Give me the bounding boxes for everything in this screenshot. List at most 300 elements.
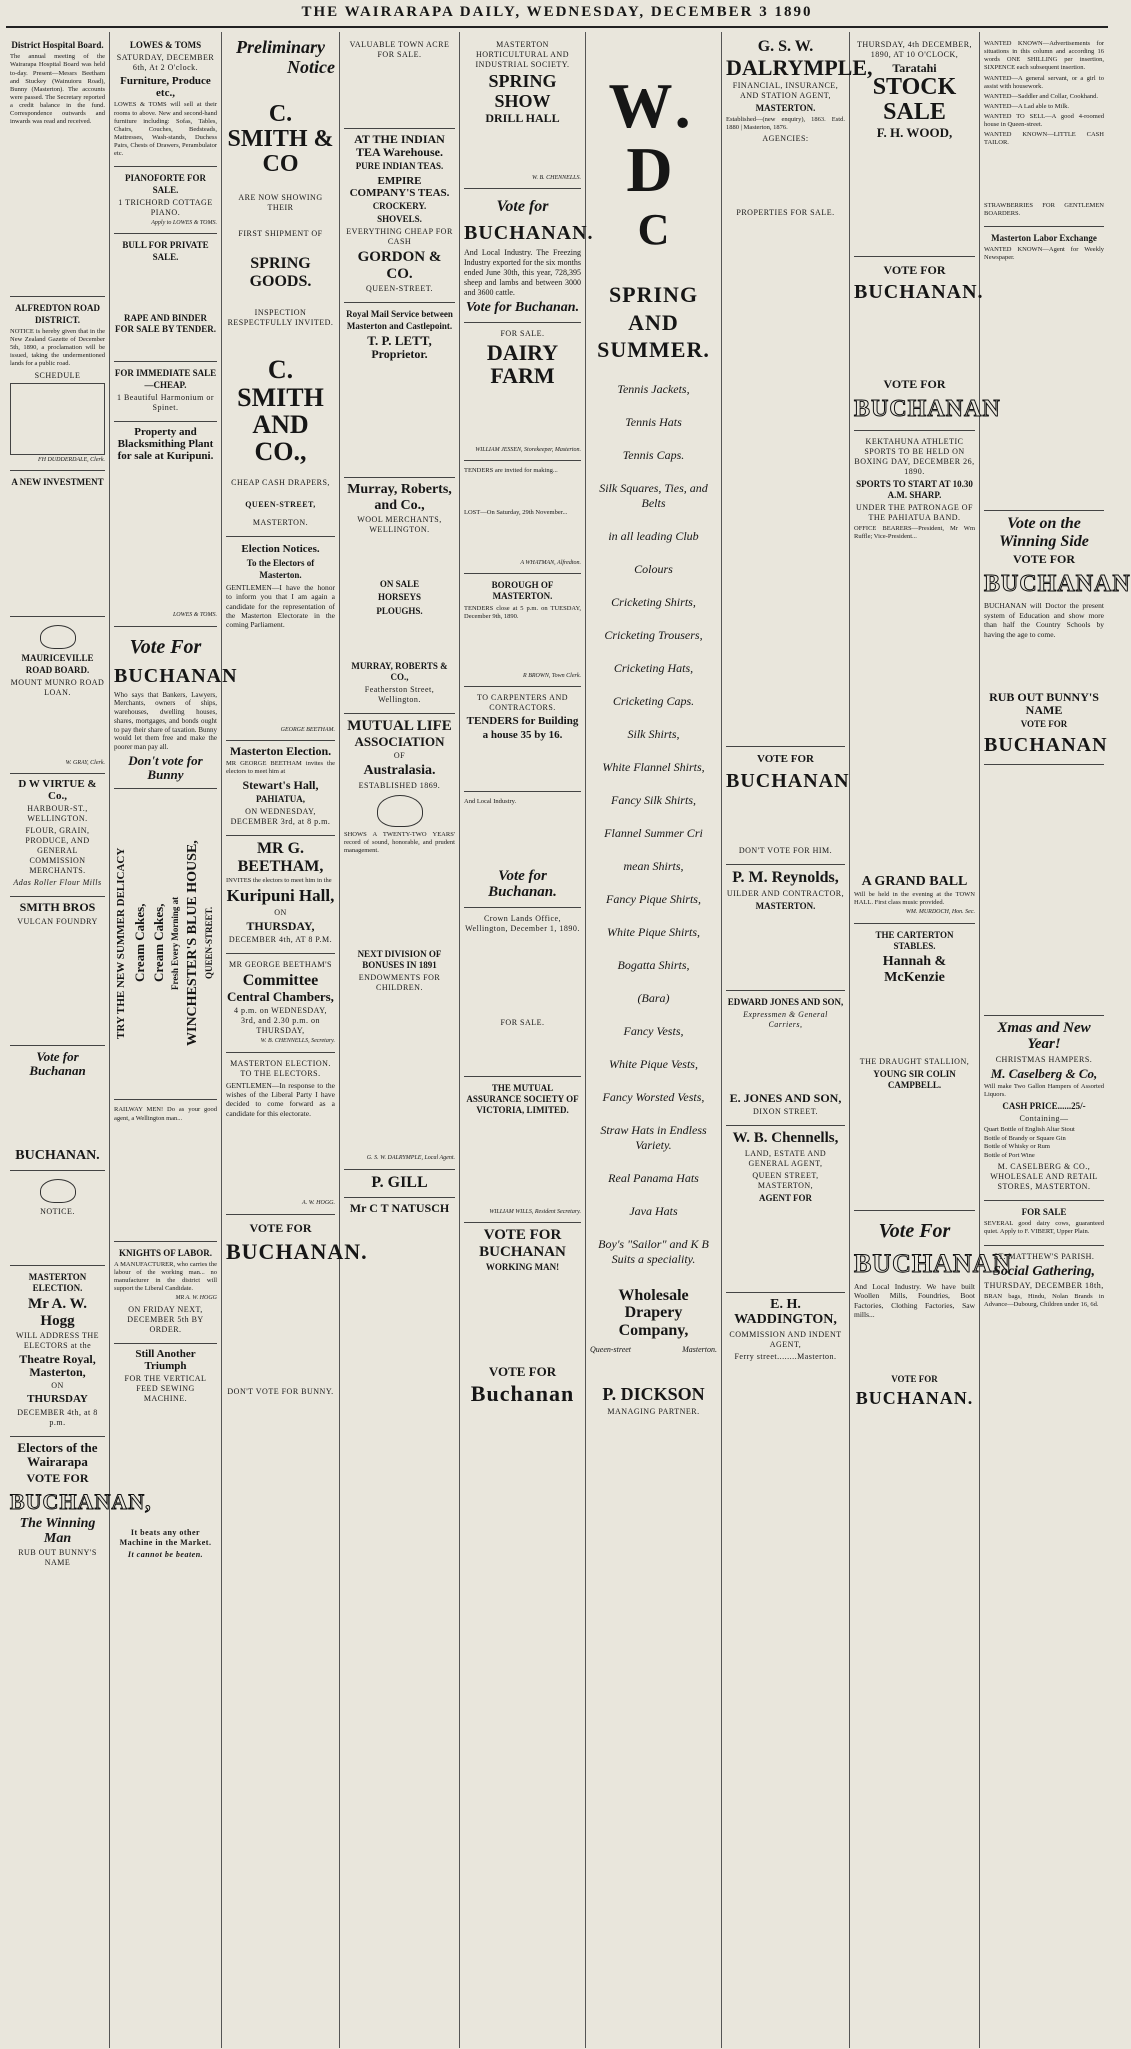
cash-drapers: CHEAP CASH DRAPERS, [231,477,330,487]
local-industry: And Local Industry. We have built Woollen Mills, Foundries, Boot Factories, Clothing Factories, Saw mills... [854,1282,975,1320]
kuripuni-thursday: THURSDAY, [246,919,315,934]
ploughs: PLOUGHS. [376,605,423,616]
queen-street: QUEEN-STREET, [245,499,316,509]
indian-tea-heading: AT THE INDIAN TEA Warehouse. [354,132,445,160]
chennells-name: W. B. Chennells, [732,1130,839,1147]
investment-text-block [10,490,105,610]
working-man: WORKING MAN! [485,1262,560,1273]
beetham-kuripuni-ad [226,836,335,954]
mauriceville-notice-2-heading: NOTICE. [40,1206,75,1216]
draught-stallion: THE DRAUGHT STALLION, [859,1057,970,1067]
showing-line: ARE NOW SHOWING THEIR [238,193,323,213]
vote-winning-side: Vote on the Winning Side [999,515,1089,550]
smith-preliminary-ad [226,34,335,537]
wanted-2: WANTED—A general servant, or a girl to assist with housework. [984,74,1104,90]
sewing-text-block [114,1406,217,1526]
little-cash-tailor: WANTED KNOWN—LITTLE CASH TAILOR. [984,131,1104,147]
patronage: UNDER THE PATRONAGE OF THE PAHIATUA BAND. [855,503,973,523]
cash-price: CASH PRICE......25/- [1002,1101,1086,1112]
knights-body: A MANUFACTURER, who carries the labour of the working man... no manufacturer in the district will support the Liberal Candidate. [114,1260,217,1293]
dudderdale-sign: FH DUDDERDALE, Clerk. [38,456,105,463]
sports-ad [854,431,975,924]
wills-sign: WILLIAM WILLS, Resident Secretary. [489,1208,581,1215]
railway-body: RAILWAY MEN! Do as your good agent, a Wellington man... [114,1106,217,1122]
rub-out-name: NAME [1025,703,1063,718]
vote-for-label: VOTE FOR [757,753,814,766]
buchanan-name: BUCHANAN. [226,1238,368,1264]
masterton: MASTERTON. [252,517,309,527]
hogg-name: Mr A. W. Hogg [28,1296,87,1329]
properties: PROPERTIES FOR SALE. [736,208,835,218]
town-acre-ad [344,34,455,129]
building-text-block [464,745,581,785]
endowments-text-block [344,995,455,1155]
pianoforte-item: 1 TRICHORD COTTAGE PIANO. [118,197,213,217]
social-date: THURSDAY, DECEMBER 18th, [984,1281,1104,1290]
cream-cakes-1: Cream Cakes, [131,904,147,983]
buchanan-outline: BUCHANAN [854,1248,1013,1278]
barristers-text: Who says that Bankers, Lawyers, Merchants, owners of ships, warehouses, dwelling houses, shares, mortgages, and bonds ought to pay their share of taxation. Bunny would let them free and make the poorer man pay all. [114,690,217,752]
kuripuni-date: DECEMBER 4th, AT 8 P.M. [228,935,333,945]
dickson-name: P. DICKSON [602,1384,705,1405]
st-matthews: ST. MATTHEW'S PARISH. [993,1251,1095,1261]
wd-product-line: Boy's "Sailor" and K B Suits a speciality. [598,1236,709,1266]
vote-for-label-2: VOTE FOR [1020,719,1068,730]
hogg-letter-heading: MASTERTON ELECTION. TO THE ELECTORS. [230,1058,331,1078]
cream-cakes-2: Cream Cakes, [150,904,166,983]
dalrymple-established: Established—(new enquiry), 1863. Estd. 1880 | Masterton, 1876. [726,115,845,132]
buchanan-name: BUCHANAN [114,664,238,687]
vote-buchanan-8-text-block [854,305,975,375]
winchester-name: WINCHESTER'S BLUE HOUSE, [185,840,201,1047]
reynolds-text-block [726,914,845,984]
sports-program-text-block [854,544,975,874]
mauriceville-notice [10,617,105,774]
bull-text-block [114,265,217,311]
central-chambers: Central Chambers, [227,988,334,1004]
wd-product-line: White Pique Shirts, [607,924,700,939]
committee: Committee [242,972,319,990]
wd-product-line: Fancy Pique Shirts, [606,891,701,906]
drill-hall: DRILL HALL [485,110,560,125]
kuripuni-hall: Kuripuni Hall, [226,886,335,906]
wd-product-line: Tennis Jackets, [617,381,690,396]
buchanan-outline: BUCHANAN [984,571,1131,598]
xmas-heading: Xmas and New Year! [997,1019,1091,1053]
winning-man: The Winning Man [19,1515,96,1547]
dixon-street: DIXON STREET. [752,1107,818,1117]
rape-heading: RAPE AND BINDER FOR SALE BY TENDER. [114,312,217,335]
labor-exchange-text-block [984,264,1104,504]
several-cows: SEVERAL good dairy cows, guaranteed quiet. Apply to F. VIBERT, Upper Plain. [984,1220,1104,1236]
fresh-every-morning: Fresh Every Morning at [169,896,180,990]
beetham-invites: INVITES the electors to meet him in the [226,877,332,885]
vote-for-buchanan-3: VOTE FOR BUCHANAN [479,1227,566,1260]
chennells-street: QUEEN STREET, MASTERTON, [752,1170,819,1190]
buchanan-name: BUCHANAN. [464,222,594,245]
wd-product-line: Straw Hats in Endless Variety. [600,1122,707,1152]
mutual-life-text-block [344,857,455,947]
established: ESTABLISHED 1869. [358,780,441,790]
knights-sign: MR A. W. HOGG [175,1295,217,1302]
coat-of-arms-icon [377,795,423,827]
first-shipment: FIRST SHIPMENT OF [238,229,323,239]
immediate-sale-ad [114,362,217,422]
masthead [6,4,1108,28]
local-industry-text-block [464,808,581,868]
vote-for-heading: Vote For [129,635,202,658]
local-industry: And Local Industry. The Freezing Industry exported for the six months ended June 30th, this year, 728,395 sheep and lambs and between 3000 and 3600 cattle. [464,248,581,298]
winchester-street: QUEEN-STREET. [204,907,215,980]
wanted-known-2-text-block [984,769,1104,1009]
hogg-meeting-ad [10,1266,105,1437]
borough-tenders: TENDERS close at 5 p.m. on TUESDAY, December 9th, 1890. [464,604,581,620]
mauriceville-2-text-block [10,1219,105,1259]
wd-product-line: Bogatta Shirts, [617,957,690,972]
crown-lands: Crown Lands Office, Wellington, December 1, 1890. [465,913,580,933]
buchanan-name: BUCHANAN. [15,1148,100,1164]
stock-sale-text-block [854,140,975,250]
vote-for-heading: Vote For [878,1219,951,1242]
building-heading: TENDERS for Building a house 35 by 16. [466,715,579,742]
wd-product-list [590,382,717,1267]
sewing-ad [114,1344,217,1568]
education-text-block [984,641,1104,691]
wd-product-line: Tennis Caps. [622,447,685,462]
column-5 [460,32,594,2048]
wd-product-line: Cricketing Caps. [612,693,695,708]
dalrymple-ad [726,34,873,747]
wd-c: C [637,205,670,254]
royal-mail-heading: Royal Mail Service between Masterton and Castlepoint. [346,309,453,331]
gsw: G. S. W. [757,38,814,55]
grand-ball: A GRAND BALL [861,873,968,889]
rub-out-bunny: RUB OUT BUNNY'S [989,689,1099,704]
tenders-body: TENDERS are invited for making... [464,467,558,475]
shovels: SHOVELS. [377,214,422,225]
lett-name: T. P. LETT, [367,332,432,348]
alfredton-body: NOTICE is hereby given that in the New Zealand Gazette of December 5th, 1890, a proclamation will be issued, taking the undermentioned lands for a public road. [10,327,105,368]
mount-munro-heading: MOUNT MUNRO ROAD LOAN. [10,677,105,697]
dont-vote-bunny: Don't vote for Bunny [128,752,203,783]
mauriceville-text-block [10,700,105,760]
hogg-thursday: THURSDAY [27,1393,88,1406]
schedule-heading: SCHEDULE [34,370,81,380]
virtue-street: HARBOUR-ST., WELLINGTON. [27,804,88,824]
masterton-election-heading: MASTERTON ELECTION. [28,1271,87,1293]
crown-lands-ad [464,908,581,1077]
railway-ad [114,1100,217,1241]
brown-sign: R BROWN, Town Clerk. [523,672,581,679]
hannah-mckenzie: Hannah & McKenzie [882,954,947,985]
young-sir-colin: YOUNG SIR COLIN CAMPBELL. [873,1069,956,1091]
election-notices [226,537,335,742]
horseys: HORSEYS [377,592,421,603]
gill-ad [344,1170,455,1199]
vote-buchanan-ad-3 [226,1215,368,1406]
rub-out-bunny: RUB OUT BUNNY'S NAME [18,1548,97,1568]
jones-ad [726,991,845,1126]
crown-lands-text-block [464,936,581,1016]
wd-product-line: Fancy Silk Shirts, [611,792,696,807]
will-make: Will make Two Gallon Hampers of Assorted Liquors. [984,1082,1104,1098]
hamper-item: Quart Bottle of English Altar Stout [984,1126,1075,1134]
stallion-text-block [854,1094,975,1204]
railway-text-block [114,1125,217,1235]
on-sale: ON SALE [379,579,420,590]
column-grid [6,32,1131,2048]
pianoforte-apply: Apply to LOWES & TOMS. [151,219,217,226]
property-heading: Property and Blacksmithing Plant for sale at Kuripuni. [117,425,214,462]
dont-vote-bunny: DON'T VOTE FOR BUNNY. [227,1387,334,1397]
wd-product-line: Real Panama Hats [608,1170,699,1185]
murray-name: Murray, Roberts, and Co., [347,482,452,513]
virtue-name: D W VIRTUE & Co., [18,778,97,803]
smith-name: C. SMITH & CO [227,100,334,177]
ball-body: Will be held in the evening at the TOWN HALL. First class music provided. [854,891,975,907]
pianoforte-heading: PIANOFORTE FOR SALE. [125,173,206,195]
for-sale: FOR SALE [1021,1207,1067,1218]
education-text: BUCHANAN will Doctor the present system of Education and show more than half the Country Schools by having the age to come. [984,601,1104,639]
labor-exchange-ad [984,227,1104,512]
wd-product-line: Cricketing Hats, [613,660,694,675]
hogg-date: DECEMBER 4th, at 8 p.m. [17,1407,98,1427]
everything-cheap: EVERYTHING CHEAP FOR CASH [346,227,453,247]
xmas-ad [984,1016,1104,1202]
agent-for-text-block [726,1206,845,1286]
dairy-farm-ad [464,323,581,462]
electors-heading: Electors of the Wairarapa [17,1439,98,1469]
horticultural-text-block [464,125,581,175]
mutual-life: MUTUAL LIFE [347,718,452,735]
lowes-date: SATURDAY, DECEMBER 6th, At 2 O'clock. [116,53,215,73]
central-times: 4 p.m. on WEDNESDAY, 3rd, and 2.30 p.m. on THURSDAY, [234,1006,327,1036]
empire-teas: EMPIRE COMPANY'S TEAS. [349,174,450,199]
wholesale-town: Masterton. [682,1345,717,1355]
alfredton-notice [10,297,105,471]
dairy-cows-ad [984,1201,1104,1246]
column-2 [110,32,238,2048]
mutual-assurance-ad [464,1077,581,1223]
preliminary-heading: Preliminary [236,37,325,57]
spring-show: SPRING SHOW [488,71,557,111]
australasia: Australasia. [363,763,436,779]
vertical-feed: FOR THE VERTICAL FEED SEWING MACHINE. [124,1374,207,1404]
lost-text-block [464,520,581,560]
hamper-item: Bottle of Port Wine [984,1151,1035,1159]
winchester-ad [114,789,217,1100]
gray-sign: W. GRAY, Clerk. [65,759,105,766]
beetham-intro: MR GEORGE BEETHAM invites the electors to meet him at [226,760,335,776]
vote-for-heading: Vote for [496,198,549,216]
vote-buchanan-3-text-block [226,1265,335,1385]
vote-for-label: VOTE FOR [891,1373,938,1384]
hospital-notice [10,34,105,297]
labor-exchange: Masterton Labor Exchange [991,232,1097,243]
hogg-on: ON [51,1381,64,1391]
mutual-agent: G. S. W. DALRYMPLE, Local Agent. [366,1155,455,1162]
twenty-two: SHOWS A TWENTY-TWO YEARS' record of sound, honorable, and prudent management. [344,830,455,854]
wanted-weekly: WANTED KNOWN—Agent for Weekly Newspaper. [984,246,1104,262]
vote-for-buchanan-heading: Vote for Buchanan [29,1048,86,1078]
gill-name: P. GILL [371,1173,428,1191]
local-industry-text-block [854,1322,975,1372]
vote-buchanan-ad-5b [464,792,581,908]
column-9 [980,32,1131,2048]
stock-sale: STOCK SALE [872,74,957,126]
wd-product-line: Fancy Worsted Vests, [602,1089,705,1104]
murray-text-block [344,537,455,577]
borough-ad [464,574,581,687]
wd-product-line: (Bara) [637,990,670,1005]
smith-name-2: C. SMITH AND CO., [237,355,324,467]
knights-heading: KNIGHTS OF LABOR. [119,1247,212,1258]
jones-trade: Expressmen & General Carriers, [743,1010,828,1030]
dalrymple-trade: FINANCIAL, INSURANCE, AND STATION AGENT, [732,80,839,100]
smith-bros-name: SMITH BROS [19,900,96,915]
hamper-items [984,1126,1104,1160]
investment-heading: A NEW INVESTMENT [11,477,104,487]
wd-product-line: Java Hats [629,1203,678,1218]
wd-product-line: Silk Shirts, [627,726,680,741]
vote-for-label: VOTE FOR [488,1364,557,1380]
properties-text-block [726,220,845,740]
dairy-farm: DAIRY FARM [486,339,559,388]
wd-product-line: Flannel Summer Cri [604,825,703,840]
hogg-letter-sign: A. W. HOGG. [302,1200,335,1207]
gentlemen-text: GENTLEMEN—I have the honor to inform you that I am again a candidate for the representation of the Masterton Electorate in the coming Parliament. [226,582,335,630]
knights-friday: ON FRIDAY NEXT, DECEMBER 5th BY ORDER. [127,1304,204,1334]
buchanan-name: BUCHANAN [984,733,1108,756]
murdoch-sign: WM. MURDOCH, Hon. Sec. [905,909,975,916]
notice-heading: Notice [287,56,335,77]
wanted-4: WANTED—A Lad able to Milk. [984,102,1070,110]
wd-product-line: Cricketing Shirts, [611,594,696,609]
for-sale-2: FOR SALE. [500,1017,545,1027]
sports-start: SPORTS TO START AT 10.30 A.M. SHARP. [856,478,973,501]
column-3 [222,32,368,2048]
mutual-life-ad [344,714,455,1170]
hogg-body: WILL ADDRESS THE ELECTORS at the [15,1331,100,1351]
furniture-body: LOWES & TOMS will sell at their rooms to above. New and second-hand furniture including: Sofas, Tables, Chairs, Couches, Bedsteads, Mattresses, Wash-stands, Duchess Pairs, Chests of Drawers, Perambulator etc. [114,101,217,158]
carpenters-heading: TO CARPENTERS AND CONTRACTORS. [476,693,569,713]
wholesale-street: Queen-street [590,1345,632,1355]
vote-buchanan-ad-2 [114,627,238,790]
spring-summer: SPRING AND SUMMER. [597,282,710,362]
buchanan-name: BUCHANAN. [855,1387,974,1408]
indian-tea-ad [344,129,455,303]
vote-buchanan-ad-8b [854,1211,1013,1416]
beetham-sign: GEORGE BEETHAM. [280,726,335,733]
wd-product-line: mean Shirts, [623,858,684,873]
waddington-street: Ferry street........Masterton. [734,1351,837,1361]
theatre-royal: Theatre Royal, Masterton, [19,1352,96,1380]
vote-buchanan-ad-8 [854,257,1001,431]
chennells-sign: W. B. CHENNELLS. [532,174,581,181]
wd-product-line: in all leading Club [608,528,699,543]
mutual-assurance-text-block [464,1119,581,1209]
jessen-sign: WILLIAM JESSEN, Storekeeper, Masterton. [475,446,581,453]
harmonium: 1 Beautiful Harmonium or Spinet. [116,392,215,412]
crest-icon [40,1179,76,1203]
virtue-ad [10,774,105,897]
vote-buchanan-7-text-block [726,794,845,844]
bull-heading: BULL FOR PRIVATE SALE. [122,240,209,262]
kuripuni-on: ON [274,908,287,918]
wholesale-drapery: Wholesale Drapery Company, [618,1286,689,1339]
horticultural-ad [464,34,581,189]
election-notices-heading: Election Notices. [241,542,320,555]
tenders-ad [464,461,581,574]
tenders-text-block [464,477,581,507]
stewarts-hall: Stewart's Hall, [242,777,319,792]
alfredton-heading: ALFREDTON ROAD DISTRICT. [14,303,101,325]
mauriceville-heading: MAURICEVILLE ROAD BOARD. [21,653,94,675]
vote-for-buchanan-2: Vote for Buchanan. [488,867,557,901]
gentlemen-text-block [226,632,335,727]
cannot-be-beaten: It cannot be beaten. [127,1550,204,1560]
featherston: Featherston Street, Wellington. [364,685,435,705]
knights-ad [114,1242,217,1344]
hogg-letter-body: GENTLEMEN—In response to the wishes of the Liberal Party I have decided to come forward as a candidate for this electorate. [226,1080,335,1118]
lowes-heading: LOWES & TOMS [129,40,202,50]
immediate-heading: FOR IMMEDIATE SALE—CHEAP. [114,368,217,390]
column-6 [586,32,722,2048]
caselberg-sign: M. CASELBERG & CO., WHOLESALE AND RETAIL STORES, MASTERTON. [990,1162,1098,1192]
social-gathering: Social Gathering, [993,1263,1095,1279]
agent-for: AGENT FOR [758,1192,813,1203]
for-sale: FOR SALE. [500,328,545,338]
furniture-heading: Furniture, Produce etc., [120,75,211,100]
buchanan-name: Buchanan [470,1380,575,1406]
investment-notice [10,471,105,617]
vote-buchanan-1-text-block [10,1078,105,1148]
pianoforte-ad [114,167,217,234]
hospital-heading: District Hospital Board. [11,40,104,50]
spring-goods: SPRING GOODS. [249,255,312,290]
vote-buchanan-ad-5 [464,189,594,322]
vote-for-buchanan: Vote for Buchanan. [465,300,580,316]
masthead-title: THE WAIRARAPA DAILY, WEDNESDAY, DECEMBER 3 1890 [301,4,813,20]
vote-winning-side-ad [984,511,1131,764]
wanted-3: WANTED—Saddler and Collar, Cookhand. [984,92,1099,100]
wd-logo: W. D [608,70,699,205]
hogg-letter-ad [226,1053,335,1215]
triumph-heading: Still Another Triumph [135,1347,196,1373]
murray-name-2: MURRAY, ROBERTS & CO., [351,660,448,683]
hogg-letter-text-block [226,1120,335,1200]
bran-text: BRAN bags, Hindu, Nolan Brands in Advance—Dubourg, Children under 16, 6d. [984,1293,1104,1309]
lett-proprietor: Proprietor. [371,347,428,362]
wanted-text-block [984,150,1104,200]
hospital-body: The annual meeting of the Wairarapa Hospital Board was held to-day. Present—Messrs Beetham and Stuckey (Wainuioru Road), Bunny (Masterton). The accounts were passed. The Secretary reported a credit balance in the fund. Correspondence outwards and inwards was read and received. [10,53,105,126]
wanted-5: WANTED TO SELL—A good 4-roomed house in Queen-street. [984,113,1104,129]
reynolds-town: MASTERTON. [755,900,816,911]
property-text-block [114,462,217,612]
carterton-stables-ad [854,924,975,1211]
wholesale-address [590,1345,717,1355]
vote-for-label: VOTE FOR [883,262,946,277]
dalrymple-name: DALRYMPLE, [726,54,873,80]
strawberries: STRAWBERRIES FOR GENTLEMEN BOARDERS. [984,201,1104,217]
for-sale-2-text-block [464,1030,581,1070]
buchanan-name: BUCHANAN [726,769,850,792]
mr-beetham: MR G. BEETHAM, [237,840,324,875]
officers: OFFICE BEARERS—President, Mr Wm Ruffle; Vice-President... [854,525,975,541]
hospital-body-filler [10,128,105,288]
wd-product-line: White Pique Vests, [609,1056,698,1071]
natusch-ad [344,1198,455,1221]
